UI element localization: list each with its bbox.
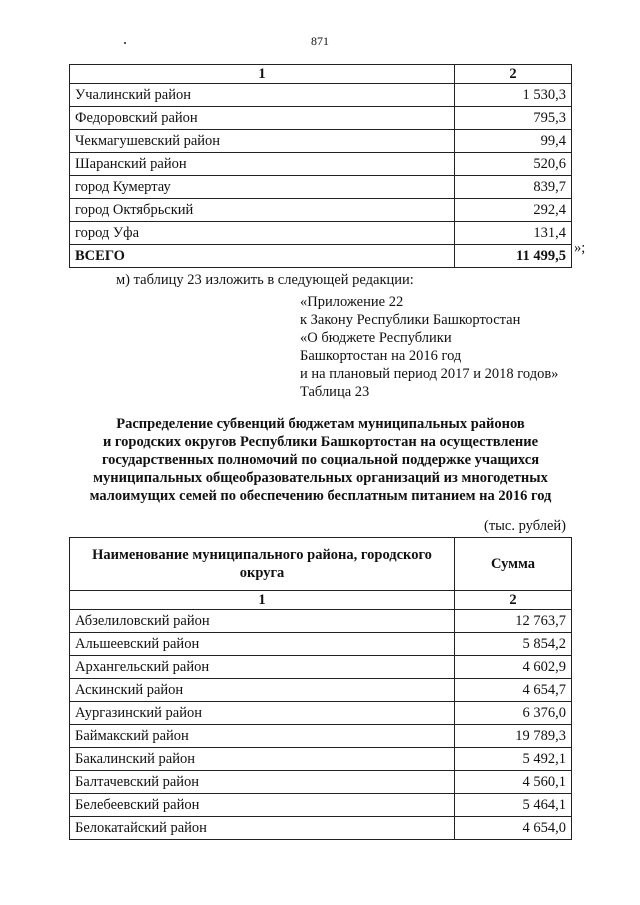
district-value: 6 376,0 [455,702,572,725]
table-row [70,702,572,725]
table-top-header-row [70,65,572,84]
title-line: муниципальных общеобразовательных организаций из многодетных [93,470,548,486]
table-row [70,794,572,817]
table-row [70,130,572,153]
appendix-block [300,293,558,401]
district-name: Балтачевский район [70,771,455,794]
appendix-line: к Закону Республики Башкортостан [300,312,521,328]
district-value: 5 464,1 [455,794,572,817]
table-row [70,817,572,840]
district-name: Федоровский район [70,107,455,130]
district-name: Чекмагушевский район [70,130,455,153]
district-value: 292,4 [455,199,572,222]
table-row [70,725,572,748]
col-number-1: 1 [70,65,455,84]
total-label: ВСЕГО [70,245,455,268]
table-main-header-row [70,538,572,591]
appendix-line: «Приложение 22 [300,294,404,310]
district-name: Архангельский район [70,656,455,679]
district-value: 1 530,3 [455,84,572,107]
title-line: малоимущих семей по обеспечению бесплатным питанием на 2016 год [89,488,552,504]
district-value: 839,7 [455,176,572,199]
district-name: город Уфа [70,222,455,245]
appendix-line: Башкортостан на 2016 год [300,348,462,364]
table-row [70,176,572,199]
district-name: Альшеевский район [70,633,455,656]
table-row [70,633,572,656]
appendix-line: «О бюджете Республики [300,330,452,346]
table-main-number-row [70,591,572,610]
table-row [70,222,572,245]
title-line: Распределение субвенций бюджетам муниципальных районов [116,416,525,432]
scan-speck [124,42,126,44]
table-row [70,199,572,222]
table-row [70,107,572,130]
page-number: 871 [311,34,329,48]
district-value: 5 854,2 [455,633,572,656]
table-row [70,748,572,771]
district-name: город Кумертау [70,176,455,199]
district-value: 4 654,0 [455,817,572,840]
col-number-2: 2 [455,591,572,610]
district-name: Белокатайский район [70,817,455,840]
table-row [70,656,572,679]
district-value: 99,4 [455,130,572,153]
table-row [70,84,572,107]
appendix-line: Таблица 23 [300,384,370,400]
district-value: 4 602,9 [455,656,572,679]
district-name: Абзелиловский район [70,610,455,633]
district-name: Белебеевский район [70,794,455,817]
district-name: Учалинский район [70,84,455,107]
table-row [70,679,572,702]
district-name: город Октябрьский [70,199,455,222]
total-value: 11 499,5 [455,245,572,268]
table-title [69,415,572,505]
table-main [69,537,572,840]
table-row [70,610,572,633]
district-name: Бакалинский район [70,748,455,771]
col-number-2: 2 [455,65,572,84]
district-value: 5 492,1 [455,748,572,771]
table-row [70,153,572,176]
table-top [69,64,572,268]
column-header-name: Наименование муниципального района, городского округа [70,538,455,591]
closing-quote: »; [574,240,586,256]
title-line: государственных полномочий по социальной поддержке учащихся [101,452,540,468]
district-name: Шаранский район [70,153,455,176]
district-value: 4 654,7 [455,679,572,702]
district-value: 19 789,3 [455,725,572,748]
units-label: (тыс. рублей) [484,518,566,534]
district-value: 520,6 [455,153,572,176]
total-row [70,245,572,268]
district-name: Аскинский район [70,679,455,702]
district-value: 12 763,7 [455,610,572,633]
district-name: Аургазинский район [70,702,455,725]
district-value: 4 560,1 [455,771,572,794]
district-name: Баймакский район [70,725,455,748]
column-header-sum: Сумма [455,538,572,591]
col-number-1: 1 [70,591,455,610]
table-row [70,771,572,794]
amendment-paragraph: м) таблицу 23 изложить в следующей редакции: [116,272,414,288]
district-value: 131,4 [455,222,572,245]
title-line: и городских округов Республики Башкортостан на осуществление [102,434,539,450]
appendix-line: и на плановый период 2017 и 2018 годов» [300,366,559,382]
district-value: 795,3 [455,107,572,130]
